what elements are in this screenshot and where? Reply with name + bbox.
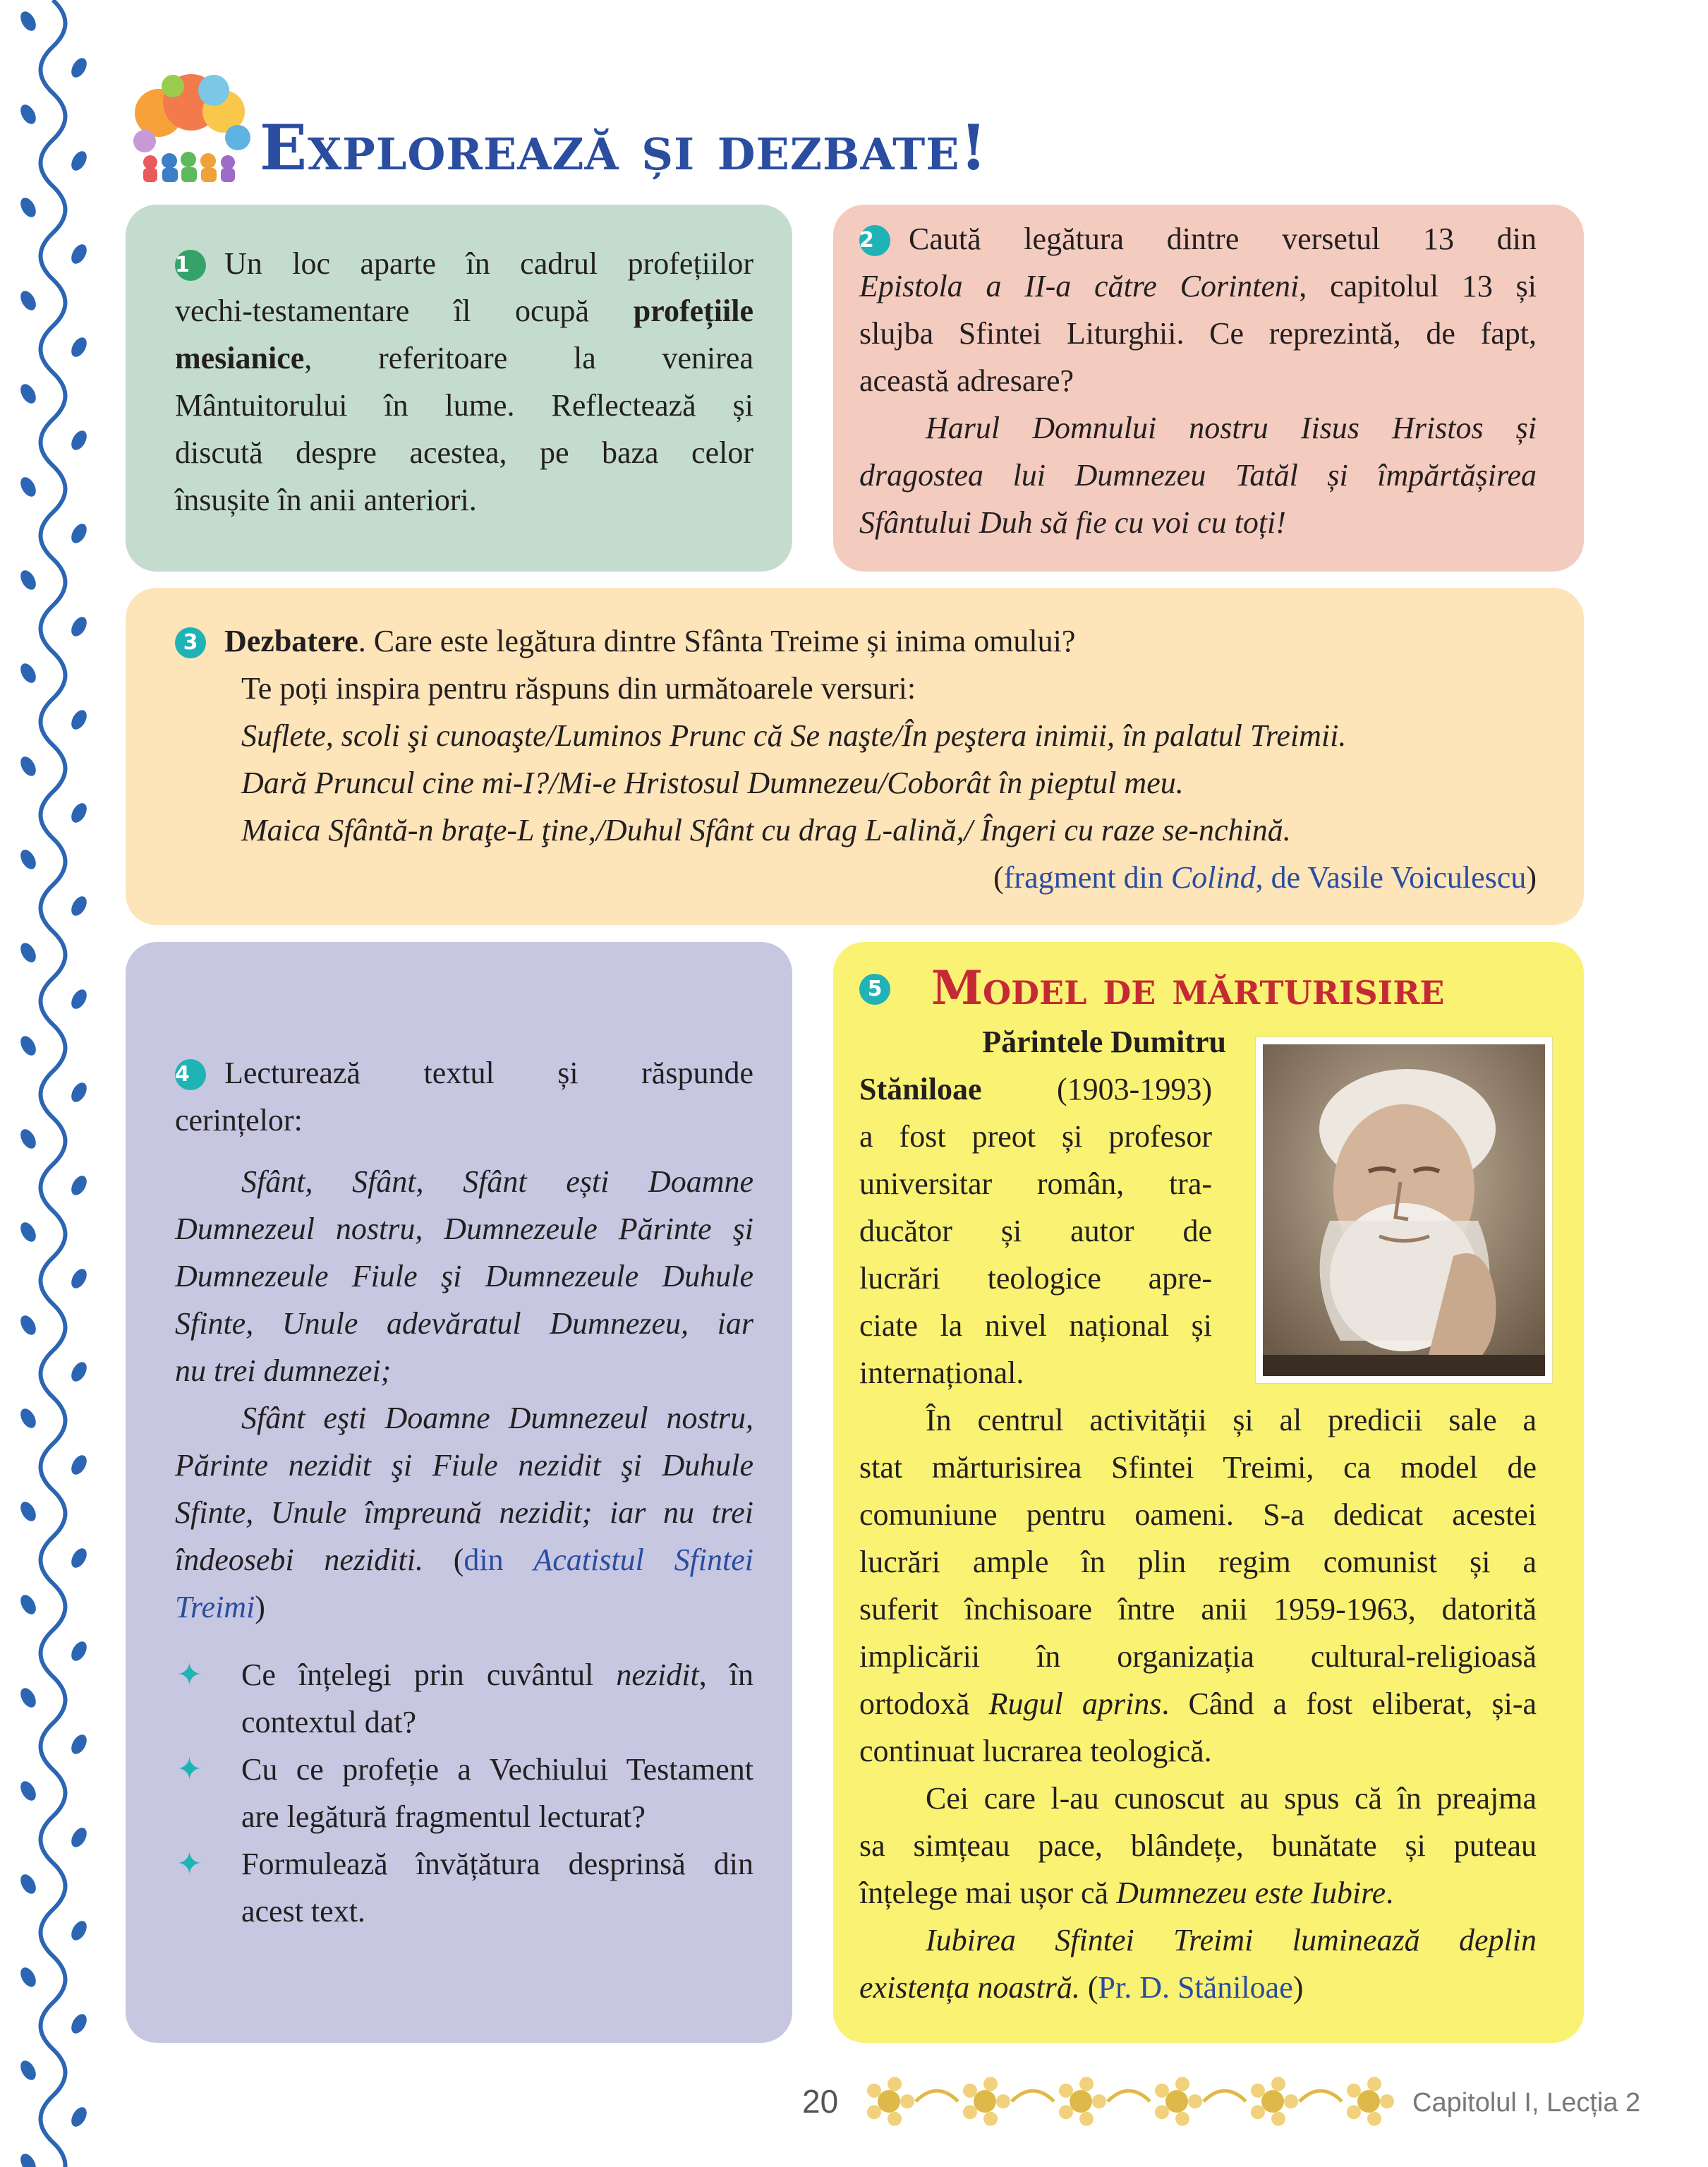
card-1-text: 1 Un loc aparte în cadrul profețiilor vechi-testamentare îl ocupă profețiile mesianice, referitoare la venirea Mântuitorului în lume. Reflectează și discută despre acestea, pe baza celor însușite în anii anteriori.	[175, 246, 754, 517]
number-badge: 1	[175, 250, 206, 281]
star-bullet-icon: ✦	[176, 1658, 202, 1692]
card-4-text: 4 Lecturează textul și răspunde cerințelor: Sfânt, Sfânt, Sfânt ești Doamne Dumnezeul nostru, Dumnezeule Părinte şi Dumnezeule Fiule şi Dumnezeule Duhule Sfinte, Unule adevăratul Dumnezeu, iar nu trei dumnezei; Sfânt eşti Doamne Dumnezeul nostru, Părinte nezidit şi Fiule nezidit şi Duhule Sfinte, Unule împreună nezidit; iar nu trei îndeosebi neziditi. (din Acatistul Sfintei Treimi)	[175, 1056, 753, 1624]
number-badge: 3	[175, 627, 206, 658]
card-2-text: 2 Caută legătura dintre versetul 13 din Epistola a II-a către Corinteni, capitolul 13 și slujba Sfintei Liturghii. Ce reprezintă, de fapt, această adresare? Harul Domnului nostru Iisus Hristos și dragostea lui Dumnezeu Tatăl și împărtășirea Sfântului Duh să fie cu voi cu toți!	[859, 222, 1537, 540]
number-badge: 2	[859, 225, 890, 256]
left-border-ornament	[0, 0, 106, 2167]
star-bullet-icon: ✦	[176, 1847, 202, 1881]
section-title: Model de mărturisire	[931, 960, 1445, 1015]
star-bullet-icon: ✦	[176, 1752, 202, 1787]
card-5-text: Părintele Dumitru Stăniloae (1903-1993) a fost preot și profesor universitar român, tra- ducător și autor de lucrări teologice apre- ciate la nivel național și internațional. În centrul activității și al predicii sale a stat mărturisirea Sfintei Treimi, ca model de comuniune pentru oameni. S-a dedicat acestei lucrări ample în plin regim comunist și a suferit închisoare între anii 1959-1963, datorită implicării în organizația cultural-religioasă ortodoxă Rugul aprins. Când a fost eliberat, și-a continuat lucrarea teologică. Cei care l-au cunoscut au spus că în preajma sa simțeau pace, blândețe, bunătate și puteau înțelege mai ușor că Dumnezeu este Iubire. Iubirea Sfintei Treimi luminează deplin existența noastră. (Pr. D. Stăniloae)	[859, 1025, 1537, 2005]
number-badge: 5	[859, 974, 890, 1005]
poem-source: (fragment din Colind, de Vasile Voiculescu)	[993, 860, 1537, 895]
page-title: Explorează și dezbate!	[260, 111, 988, 184]
card-3-text: 3 Dezbatere. Care este legătura dintre Sfânta Treime și inima omului? Te poți inspira pentru răspuns din următoarele versuri: Suflete, scoli şi cunoaşte/Luminos Prunc că Se naşte/În peştera inimii, în palatul Treimii. Dară Pruncul cine mi-I?/Mi-e Hristosul Dumnezeu/Coborât în pieptul meu. Maica Sfântă-n braţe-L ţine,/Duhul Sfânt cu drag L-alină,/ Îngeri cu raze se-nchină. (fragment din Colind, de Vasile Voiculescu)	[175, 617, 1537, 901]
page-number: 20	[802, 2083, 839, 2120]
number-badge: 4	[175, 1059, 206, 1090]
floral-footer-ornament	[854, 2073, 1404, 2130]
discussion-bubbles-icon	[131, 71, 254, 183]
chapter-label: Capitolul I, Lecția 2	[1412, 2088, 1641, 2118]
